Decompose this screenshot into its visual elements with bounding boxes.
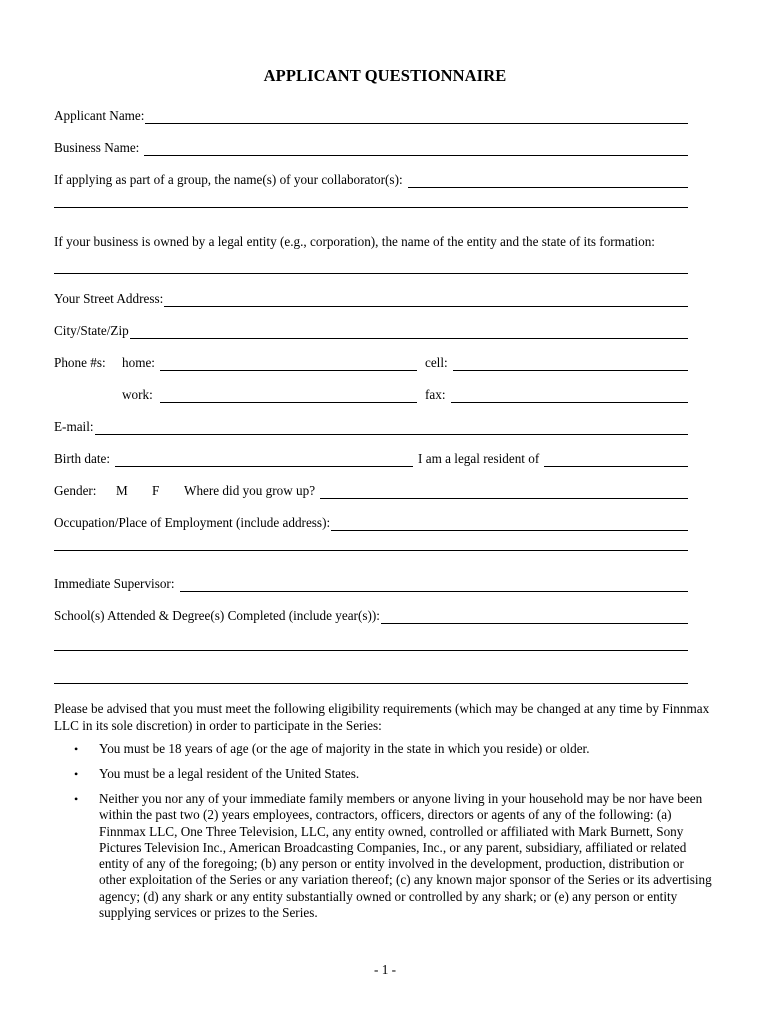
business-name-row <box>54 136 688 156</box>
schools-row <box>54 604 688 624</box>
collaborators-field[interactable] <box>408 173 688 188</box>
legal-entity-label: If your business is owned by a legal entity (e.g., corporation), the name of the entity and the state of its formation: <box>54 234 655 249</box>
email-field[interactable] <box>95 420 688 435</box>
city-state-zip-label: City/State/Zip <box>54 323 129 338</box>
work-phone-field[interactable] <box>160 388 417 403</box>
bullet-icon: • <box>74 792 79 806</box>
birth-date-row <box>54 447 688 467</box>
grow-up-label: Where did you grow up? <box>184 483 316 498</box>
eligibility-item-text: You must be 18 years of age (or the age of majority in the state in which you reside) or older. <box>99 741 590 756</box>
legal-resident-field[interactable] <box>544 452 688 467</box>
street-address-row <box>54 287 688 307</box>
supervisor-row <box>54 572 688 592</box>
collaborators-row <box>54 168 688 188</box>
home-phone-field[interactable] <box>160 356 417 371</box>
phone-work-row <box>54 383 688 403</box>
street-address-field[interactable] <box>164 292 688 307</box>
bullet-icon: • <box>74 767 79 781</box>
email-row <box>54 415 688 435</box>
page-title: APPLICANT QUESTIONNAIRE <box>263 66 507 85</box>
home-label: home: <box>122 355 155 370</box>
gender-option-m[interactable]: M <box>116 483 128 498</box>
schools-label: School(s) Attended & Degree(s) Completed (include year(s)): <box>54 608 380 623</box>
applicant-name-field[interactable] <box>145 109 688 124</box>
gender-row <box>54 479 688 499</box>
occupation-row <box>54 511 688 531</box>
legal-entity-field[interactable] <box>54 273 688 274</box>
occupation-field-line-2[interactable] <box>54 550 688 551</box>
business-name-field[interactable] <box>144 141 688 156</box>
occupation-field[interactable] <box>331 516 688 531</box>
eligibility-item <box>54 791 714 921</box>
email-label: E-mail: <box>54 419 94 434</box>
city-state-zip-row <box>54 319 688 339</box>
collaborators-label: If applying as part of a group, the name(s) of your collaborator(s): <box>54 172 403 187</box>
cell-label: cell: <box>424 355 448 370</box>
legal-entity-row <box>54 230 688 250</box>
collaborators-field-line-2[interactable] <box>54 207 688 208</box>
phone-home-row <box>54 351 688 371</box>
eligibility-item-text: Neither you nor any of your immediate family members or anyone living in your household may be nor have been within the past two (2) years employees, contractors, officers, directors or agents of any of the following: (a) Finnmax LLC, One Three Television, LLC, any entity owned, controlled or affiliated with Mark Burnett, Sony Pictures Television Inc., American Broadcasting Companies, Inc., or any parent, subsidiary, affiliated or related entity of any of the foregoing; (b) any person or entity involved in the development, production, distribution or other exploitation of the Series or any variation thereof; (c) any known major sponsor of the Series or its advertising agency; (d) any shark or any entity substantially owned or controlled by any shark; or (e) any person or entity supplying services or prizes to the Series. <box>99 791 712 921</box>
business-name-label: Business Name: <box>54 140 140 155</box>
street-address-label: Your Street Address: <box>54 291 164 306</box>
bullet-icon: • <box>74 742 79 756</box>
birth-date-label: Birth date: <box>54 451 111 466</box>
gender-label: Gender: <box>54 483 97 498</box>
supervisor-field[interactable] <box>180 577 689 592</box>
cell-phone-field[interactable] <box>453 356 688 371</box>
eligibility-item <box>54 766 714 782</box>
eligibility-intro: Please be advised that you must meet the following eligibility requirements (which may be changed at any time by Finnmax LLC in its sole discretion) in order to participate in the Series: <box>54 701 710 733</box>
occupation-label: Occupation/Place of Employment (include address): <box>54 515 331 530</box>
schools-field[interactable] <box>381 609 688 624</box>
applicant-name-row <box>54 104 688 124</box>
page-number: - 1 - <box>374 962 396 977</box>
eligibility-item <box>54 741 714 757</box>
legal-resident-label: I am a legal resident of <box>418 451 540 466</box>
gender-option-f[interactable]: F <box>152 483 160 498</box>
grow-up-field[interactable] <box>320 484 688 499</box>
work-label: work: <box>122 387 153 402</box>
schools-field-line-3[interactable] <box>54 683 688 684</box>
applicant-name-label: Applicant Name: <box>54 108 145 123</box>
city-state-zip-field[interactable] <box>130 324 688 339</box>
fax-label: fax: <box>425 387 446 402</box>
phone-label: Phone #s: <box>54 355 106 370</box>
eligibility-item-text: You must be a legal resident of the United States. <box>99 766 360 781</box>
birth-date-field[interactable] <box>115 452 413 467</box>
fax-field[interactable] <box>451 388 688 403</box>
supervisor-label: Immediate Supervisor: <box>54 576 175 591</box>
schools-field-line-2[interactable] <box>54 650 688 651</box>
